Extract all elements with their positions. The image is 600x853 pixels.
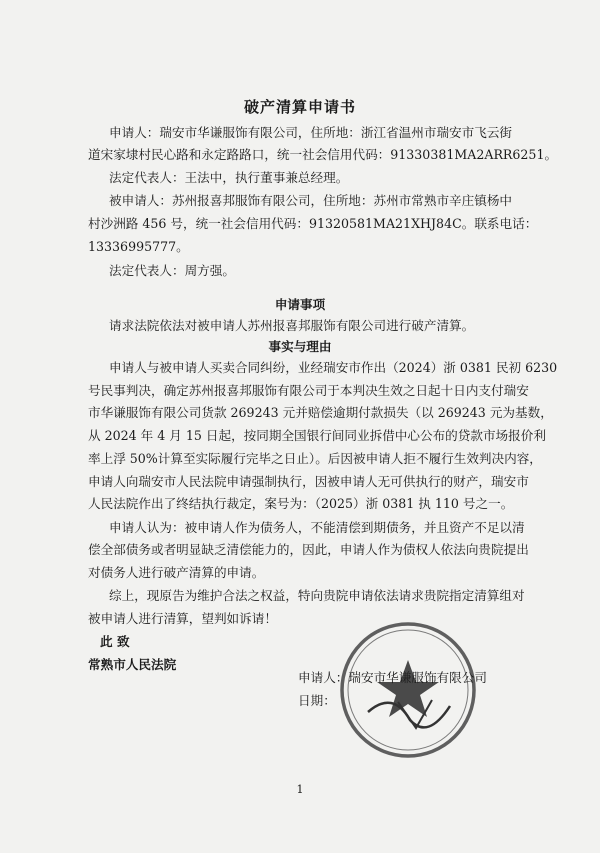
signature-applicant: 申请人：瑞安市华谦服饰有限公司 — [298, 670, 487, 685]
facts-para1-line-2: 号民事判决，确定苏州报喜邦服饰有限公司于本判决生效之日起十日内支付瑞安 — [88, 383, 529, 398]
applicant-representative: 法定代表人：王法中，执行董事兼总经理。 — [109, 170, 349, 185]
facts-para1-line-1: 申请人与被申请人买卖合同纠纷，业经瑞安市作出（2024）浙 0381 民初 6230 — [109, 360, 558, 375]
applicant-line-2: 道宋家埭村民心路和永定路路口，统一社会信用代码：91330381MA2ARR6251。 — [88, 147, 558, 162]
facts-para3-line-2: 被申请人进行清算，望判如诉请！ — [88, 611, 277, 626]
respondent-line-2: 村沙洲路 456 号，统一社会信用代码：91320581MA21XHJ84C。联系电话： — [88, 216, 538, 231]
respondent-line-3: 13336995777。 — [88, 239, 189, 254]
facts-para1-line-4: 从 2024 年 4 月 15 日起，按同期全国银行间同业拆借中心公布的贷款市场报价利 — [88, 428, 546, 443]
page-number: 1 — [296, 783, 304, 796]
applicant-line-1: 申请人：瑞安市华谦服饰有限公司，住所地：浙江省温州市瑞安市飞云街 — [109, 125, 512, 140]
facts-para1-line-3: 市华谦服饰有限公司货款 269243 元并赔偿逾期付款损失（以 269243 元为基数， — [88, 405, 553, 420]
facts-para1-line-5: 率上浮 50%计算至实际履行完毕之日止）。后因被申请人拒不履行生效判决内容， — [88, 451, 542, 466]
signature-date: 日期： — [298, 693, 336, 708]
request-text: 请求法院依法对被申请人苏州报喜邦服饰有限公司进行破产清算。 — [109, 318, 475, 333]
company-seal-stamp — [338, 620, 478, 760]
court-name: 常熟市人民法院 — [88, 657, 177, 672]
respondent-line-1: 被申请人：苏州报喜邦服饰有限公司，住所地：苏州市常熟市辛庄镇杨中 — [109, 193, 512, 208]
facts-para2-line-3: 对债务人进行破产清算的申请。 — [88, 565, 265, 580]
closing-salutation: 此 致 — [100, 634, 130, 649]
section-facts-heading: 事实与理由 — [268, 339, 332, 354]
facts-para2-line-2: 偿全部债务或者明显缺乏清偿能力的，因此，申请人作为债权人依法向贵院提出 — [88, 542, 529, 557]
facts-para1-line-7: 人民法院作出了终结执行裁定，案号为：（2025）浙 0381 执 110 号之一。 — [88, 496, 514, 511]
facts-para3-line-1: 综上，现原告为维护合法之权益，特向贵院申请依法请求贵院指定清算组对 — [109, 588, 525, 603]
section-request-heading: 申请事项 — [274, 297, 326, 312]
facts-para2-line-1: 申请人认为：被申请人作为债务人，不能清偿到期债务，并且资产不足以清 — [109, 520, 525, 535]
facts-para1-line-6: 申请人向瑞安市人民法院申请强制执行，因被申请人无可供执行的财产，瑞安市 — [88, 474, 529, 489]
respondent-representative: 法定代表人：周方强。 — [109, 263, 235, 278]
document-title: 破产清算申请书 — [243, 98, 356, 116]
